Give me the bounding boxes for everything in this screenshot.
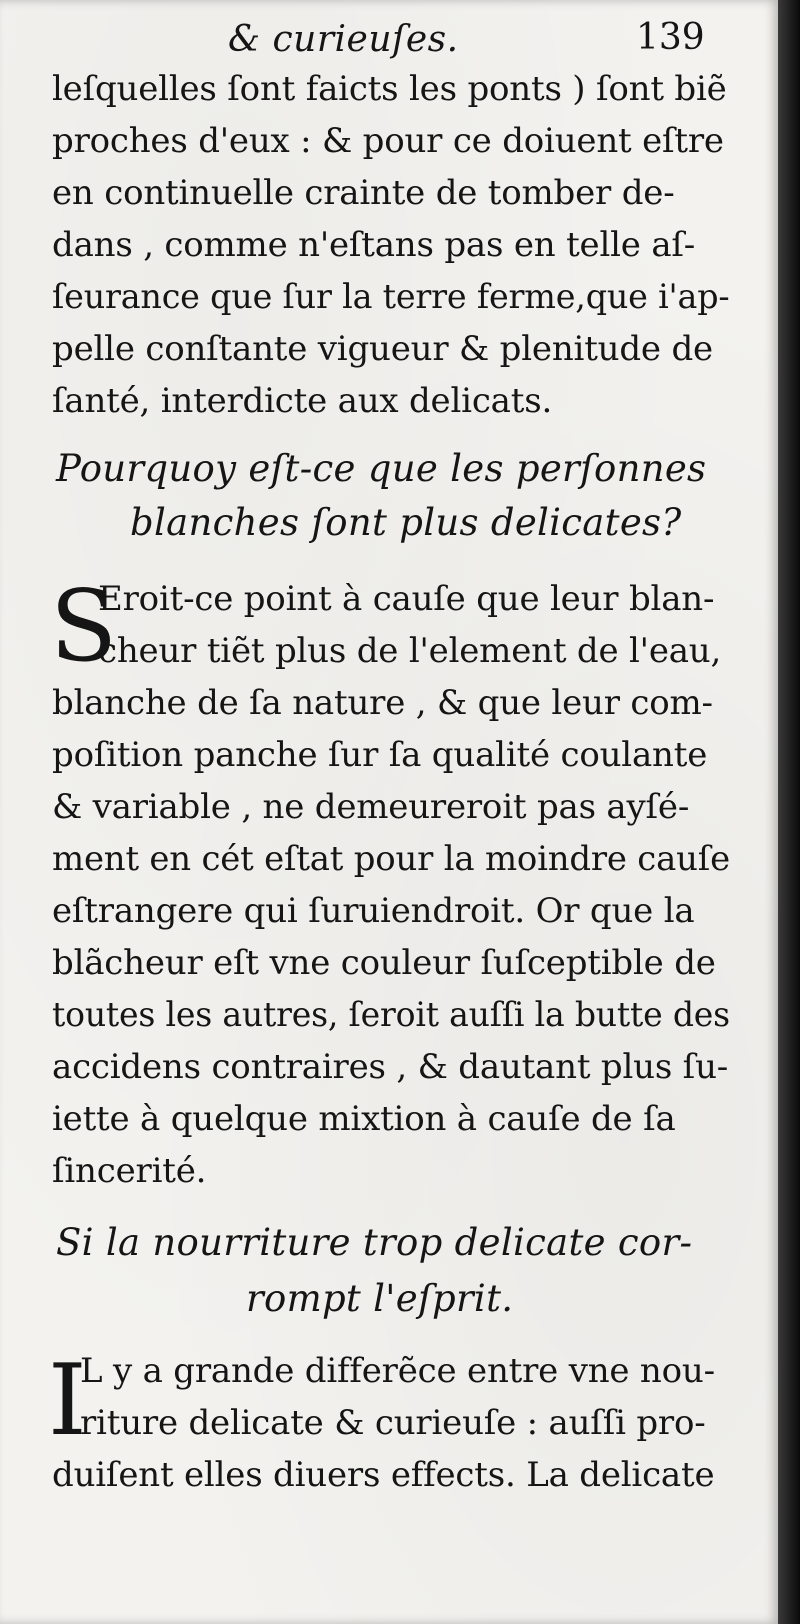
section-title: blanches ſont plus delicates? (130, 501, 682, 544)
text-line: accidens contraires , & dautant plus ſu- (52, 1047, 729, 1087)
text-line: duiſent elles diuers effects. La delicate (52, 1455, 715, 1495)
text-line: blãcheur eſt vne couleur ſuſceptible de (52, 943, 716, 983)
text-line: iette à quelque mixtion à cauſe de ſa (52, 1099, 676, 1139)
section-title: Si la nourriture trop delicate cor- (56, 1221, 693, 1264)
text-line: ſincerité. (52, 1151, 207, 1191)
text-line: ſeurance que ſur la terre ferme,que i'ap- (52, 277, 730, 317)
text-line: eſtrangere qui ſuruiendroit. Or que la (52, 891, 695, 931)
text-line: en continuelle crainte de tomber de- (52, 173, 675, 213)
text-line: L y a grande differẽce entre vne nou- (80, 1351, 715, 1391)
text-line: pelle conſtante vigueur & plenitude de (52, 329, 713, 369)
text-line: cheur tiẽt plus de l'element de l'eau, (98, 631, 722, 671)
text-line: toutes les autres, ſeroit auſſi la butte des (52, 995, 730, 1035)
drop-cap: I (48, 1344, 87, 1458)
text-line: ſanté, interdicte aux delicats. (52, 381, 553, 421)
drop-cap: S (50, 570, 118, 684)
section-title: Pourquoy eſt-ce que les perſonnes (56, 447, 707, 490)
text-line: Eroit-ce point à cauſe que leur blan- (98, 579, 715, 619)
text-line: & variable , ne demeureroit pas ayſé- (52, 787, 690, 827)
text-line: dans , comme n'eſtans pas en telle aſ- (52, 225, 696, 265)
text-line: blanche de ſa nature , & que leur com- (52, 683, 713, 723)
text-line: ment en cét eſtat pour la moindre cauſe (52, 839, 730, 879)
text-line: leſquelles ſont faicts les ponts ) ſont biẽ (52, 69, 727, 109)
page-edge-shadow (778, 0, 800, 1624)
text-line: poſition panche ſur ſa qualité coulante (52, 735, 708, 775)
running-title: & curieuſes. (228, 19, 459, 60)
section-title: rompt l'eſprit. (246, 1277, 514, 1320)
text-line: proches d'eux : & pour ce doiuent eſtre (52, 121, 724, 161)
text-line: riture delicate & curieuſe : auſſi pro- (80, 1403, 706, 1443)
page-number: 139 (636, 17, 705, 58)
